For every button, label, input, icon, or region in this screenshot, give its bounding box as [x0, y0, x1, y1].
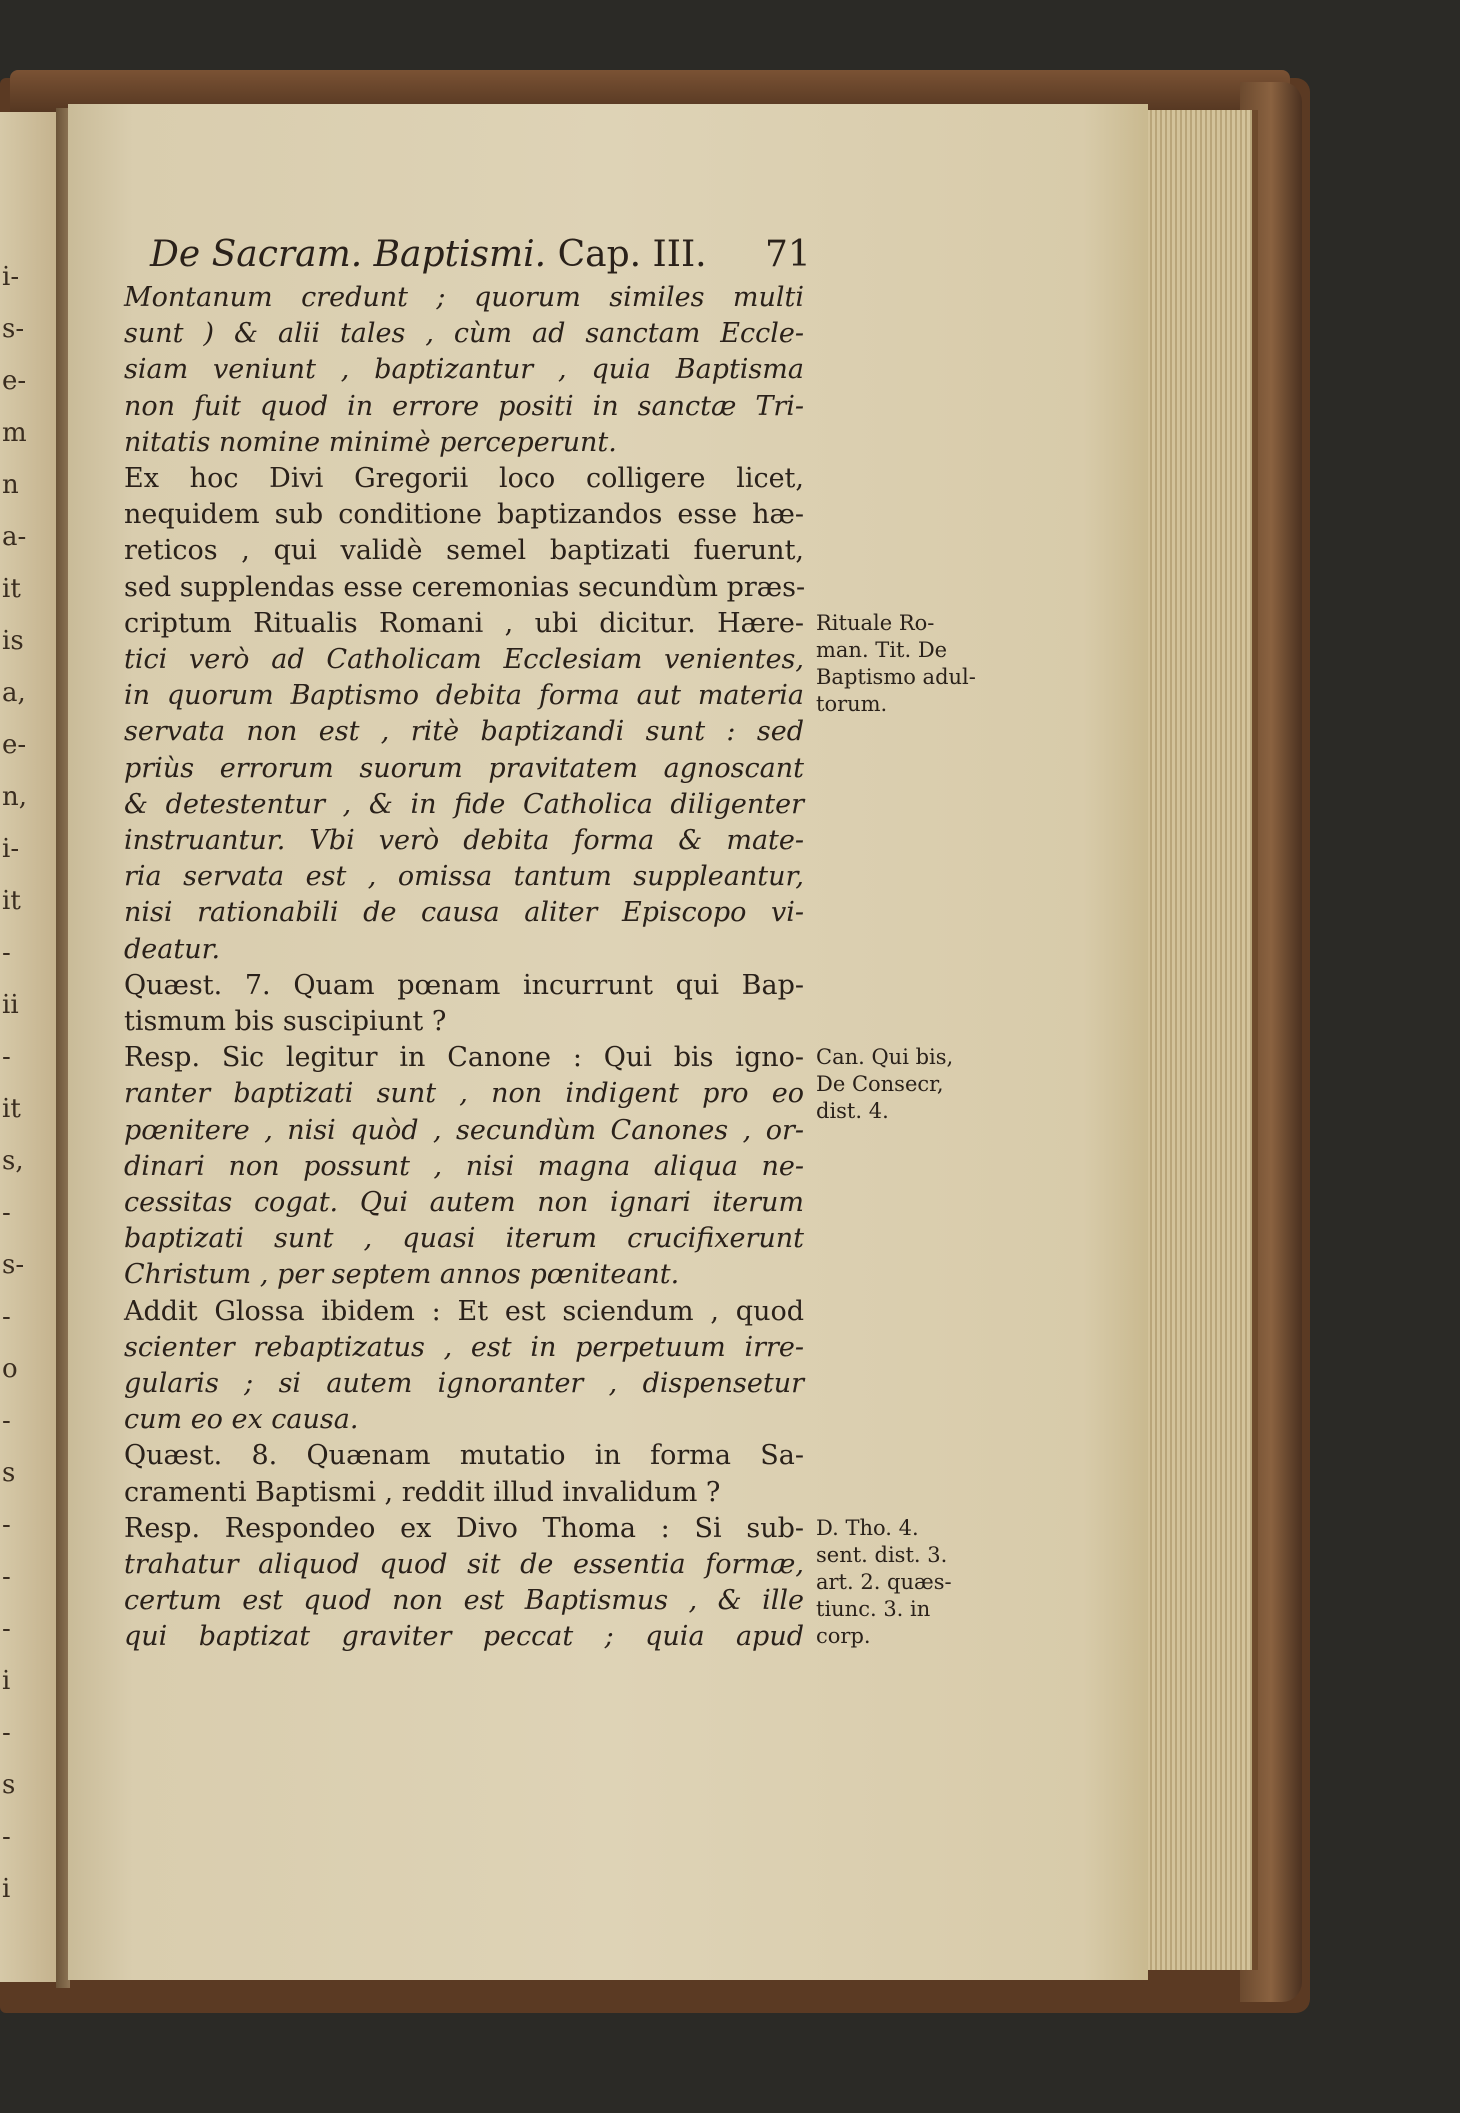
left-page-text-fragment: -: [2, 1042, 11, 1072]
text-line: scienter rebaptizatus , est in perpetuum irre-: [124, 1331, 804, 1363]
text-line: baptizati sunt , quasi iterum crucifixerunt: [124, 1223, 804, 1255]
text-line: tici verò ad Catholicam Ecclesiam venientes,: [124, 644, 804, 675]
left-page-text-fragment: i-: [2, 834, 20, 864]
right-page: [68, 104, 1148, 1980]
left-page-text-fragment: -: [2, 1718, 11, 1748]
running-head-chapter: Cap. III.: [557, 234, 707, 275]
margin-note-line: sent. dist. 3.: [816, 1542, 948, 1567]
text-line: & detestentur , & in fide Catholica diligenter: [124, 788, 804, 820]
text-line: Quæst. 7. Quam pœnam incurrunt qui Bap-: [124, 969, 804, 1001]
left-page-text-fragment: -: [2, 938, 11, 968]
text-line: qui baptizat graviter peccat ; quia apud: [124, 1621, 804, 1653]
text-line: ranter baptizati sunt , non indigent pro eo: [124, 1078, 804, 1110]
text-line: non fuit quod in errore positi in sanctæ Tri-: [124, 390, 804, 422]
margin-note-line: art. 2. quæs-: [816, 1569, 952, 1594]
margin-note: [816, 610, 976, 718]
left-page-text-fragment: a,: [2, 678, 26, 708]
left-page-text-fragment: n: [2, 470, 19, 500]
margin-note-line: torum.: [816, 691, 888, 716]
left-page-text-fragment: e-: [2, 366, 27, 396]
text-line: nequidem sub conditione baptizandos esse hæ-: [124, 499, 804, 531]
left-page-text-fragment: o: [2, 1354, 18, 1384]
text-line: sunt ) & alii tales , cùm ad sanctam Eccle-: [124, 318, 804, 350]
text-line: ria servata est , omissa tantum suppleantur,: [124, 861, 804, 893]
left-page-text-fragment: m: [2, 418, 27, 448]
left-page-text-fragment: n,: [2, 782, 28, 812]
margin-note: [816, 1044, 953, 1125]
text-line: servata non est , ritè baptizandi sunt : sed: [124, 716, 804, 748]
left-page-text-fragment: a-: [2, 522, 27, 552]
text-line: deatur.: [124, 933, 221, 965]
left-page-text-fragment: s-: [2, 1250, 25, 1280]
left-page-text-fragment: i: [2, 1666, 11, 1696]
text-line: pœnitere , nisi quòd , secundùm Canones , or-: [124, 1114, 804, 1146]
left-page-text-fragment: s,: [2, 1146, 24, 1176]
left-page-text-fragment: -: [2, 1614, 11, 1644]
text-line: gularis ; si autem ignoranter , dispensetur: [124, 1368, 804, 1399]
text-line: Christum , per septem annos pœniteant.: [124, 1259, 680, 1291]
text-line: sed supplendas esse ceremonias secundùm præs-: [124, 571, 806, 603]
text-line: Ex hoc Divi Gregorii loco colligere licet,: [124, 463, 804, 494]
left-page-text-fragment: i-: [2, 262, 20, 292]
left-page-text-fragment: s: [2, 1770, 16, 1800]
left-page-text-fragment: -: [2, 1406, 11, 1436]
text-line: in quorum Baptismo debita forma aut materia: [124, 680, 804, 712]
left-page-text-fragment: ii: [2, 990, 19, 1020]
left-page-text-fragment: is: [2, 626, 24, 656]
text-line: instruantur. Vbi verò debita forma & mate-: [124, 825, 804, 856]
margin-note: [816, 1515, 952, 1650]
margin-note-line: Rituale Ro-: [816, 610, 935, 635]
left-page-text-fragment: -: [2, 1822, 11, 1852]
page-number: 71: [765, 234, 811, 275]
text-line: nitatis nomine minimè perceperunt.: [124, 426, 617, 458]
text-line: Resp. Sic legitur in Canone : Qui bis igno-: [124, 1042, 804, 1074]
left-page-text-fragment: -: [2, 1562, 11, 1592]
text-line: priùs errorum suorum pravitatem agnoscant: [124, 752, 804, 784]
margin-note-line: corp.: [816, 1623, 871, 1648]
left-page-text-fragment: -: [2, 1302, 11, 1332]
text-line: certum est quod non est Baptismus , & ille: [124, 1585, 804, 1617]
text-line: Resp. Respondeo ex Divo Thoma : Si sub-: [124, 1512, 804, 1544]
left-page-text-fragment: s: [2, 1458, 16, 1488]
running-head-title: De Sacram. Baptismi.: [150, 234, 547, 275]
margin-note-line: dist. 4.: [816, 1099, 889, 1124]
left-page-text-fragment: it: [2, 1094, 21, 1124]
text-line: cum eo ex causa.: [124, 1404, 359, 1436]
text-line: trahatur aliquod quod sit de essentia formæ,: [124, 1549, 804, 1580]
text-line: Montanum credunt ; quorum similes multi: [124, 282, 804, 313]
text-line: tismum bis suscipiunt ?: [124, 1006, 447, 1037]
left-page-text-fragment: -: [2, 1510, 11, 1540]
text-line: reticos , qui validè semel baptizati fuerunt,: [124, 535, 804, 567]
left-page-text-fragment: e-: [2, 730, 27, 760]
left-page-text-fragment: -: [2, 1198, 11, 1228]
text-line: criptum Ritualis Romani , ubi dicitur. Hære-: [124, 607, 804, 639]
text-line: Addit Glossa ibidem : Et est sciendum , quod: [124, 1295, 804, 1327]
text-line: nisi rationabili de causa aliter Episcopo vi-: [124, 897, 804, 929]
text-line: dinari non possunt , nisi magna aliqua ne-: [124, 1150, 804, 1182]
left-page-text-fragment: it: [2, 886, 21, 916]
text-line: cramenti Baptismi , reddit illud invalidum ?: [124, 1476, 721, 1508]
text-line: siam veniunt , baptizantur , quia Baptisma: [124, 354, 804, 386]
margin-note-line: De Consecr,: [816, 1072, 944, 1097]
margin-note-line: Can. Qui bis,: [816, 1045, 954, 1070]
running-head: [150, 234, 811, 275]
margin-note-line: tiunc. 3. in: [816, 1596, 931, 1621]
left-page-text-fragment: s-: [2, 314, 25, 344]
left-page-text-fragment: i: [2, 1874, 11, 1904]
left-page-text-fragment: it: [2, 574, 21, 604]
left-page-fragment: [0, 112, 58, 1982]
margin-note-line: man. Tit. De: [816, 637, 948, 662]
text-line: Quæst. 8. Quænam mutatio in forma Sa-: [124, 1440, 804, 1472]
text-line: cessitas cogat. Qui autem non ignari iterum: [124, 1187, 804, 1218]
margin-note-line: D. Tho. 4.: [816, 1515, 919, 1540]
margin-note-line: Baptismo adul-: [816, 664, 976, 689]
